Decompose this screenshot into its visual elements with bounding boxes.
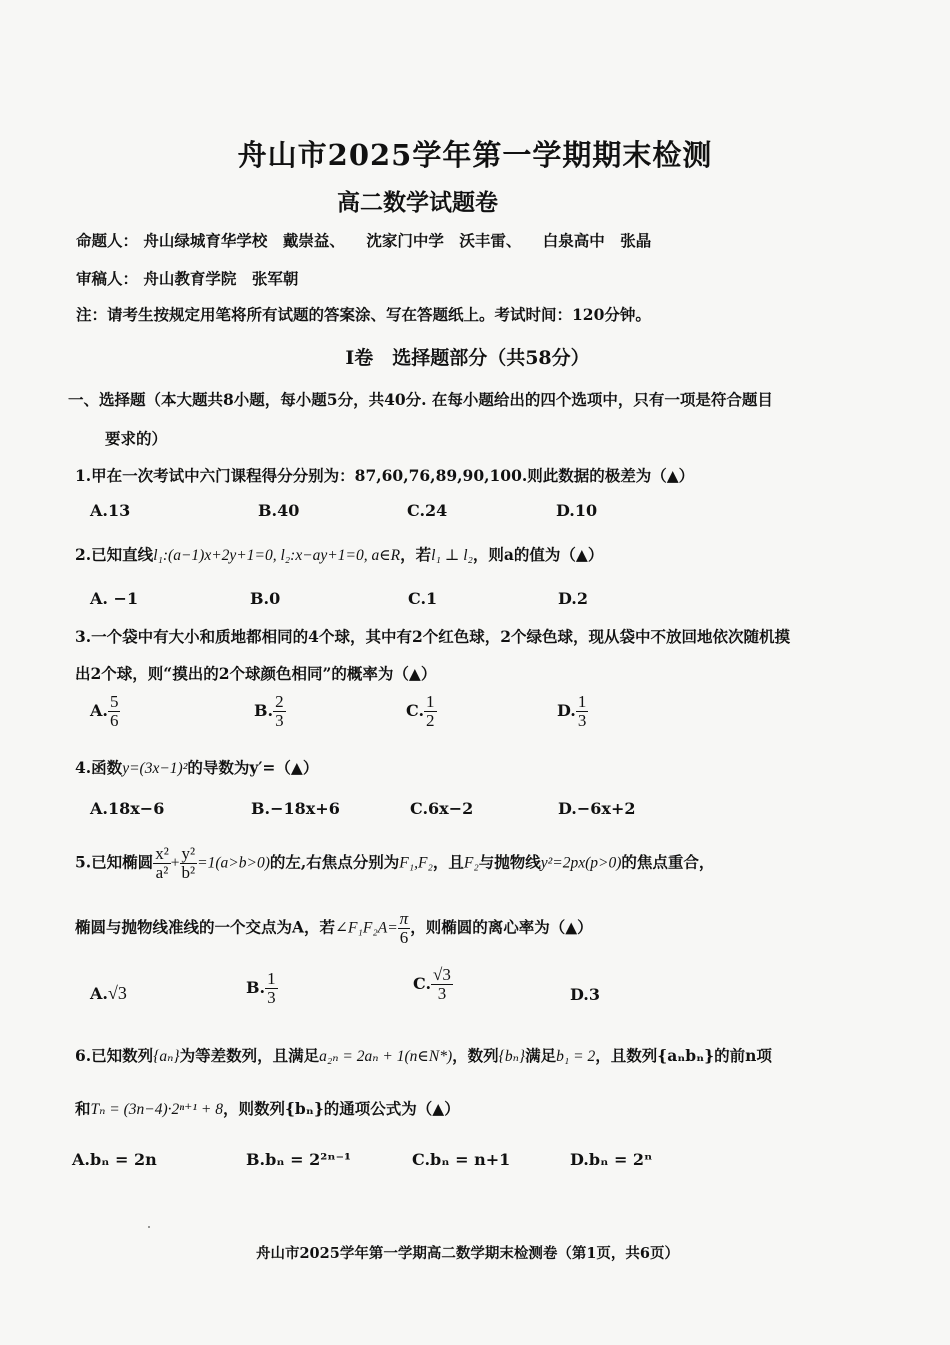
q5-mid1: 的左,右焦点分别为 — [269, 852, 400, 872]
q5-line2-prefix: 椭圆与抛物线准线的一个交点为A，若 — [75, 917, 336, 937]
fraction-numerator: 1 — [267, 969, 276, 988]
fraction-numerator: 1 — [577, 692, 587, 711]
question-5-stem-cont — [75, 910, 593, 947]
q2-mid: ，若 — [400, 545, 432, 564]
q3-option-d — [557, 693, 588, 730]
q6-mid3: 满足 — [525, 1046, 557, 1065]
section-title: Ⅰ卷 选择题部分（共58分） — [345, 347, 590, 369]
question-1-stem: 1.甲在一次考试中六门课程得分分别为：87,60,76,89,90,100.则此数据的极差为（▲） — [75, 466, 695, 485]
q5-angle: ∠F₁F₂A= — [335, 919, 398, 937]
q3-option-c-label: C. — [406, 700, 425, 720]
q5-line2-suffix: ，则椭圆的离心率为（▲） — [410, 917, 593, 937]
q5-option-c-label: C. — [413, 973, 432, 993]
q5-mid3: 与抛物线 — [478, 852, 541, 872]
q5-foci: F₁,F₂ — [399, 854, 433, 872]
fraction-denominator: 2 — [426, 710, 435, 730]
sequence-a: {aₙ} — [153, 1048, 180, 1065]
q6-option-b: B.bₙ = 2²ⁿ⁻¹ — [246, 1150, 352, 1169]
q6-sum-formula: Tₙ = (3n−4)·2ⁿ⁺¹ + 8 — [90, 1101, 223, 1118]
fraction-numerator: π — [399, 909, 409, 928]
question-3-stem: 3.一个袋中有大小和质地都相同的4个球，其中有2个红色球，2个绿色球，现从袋中不放回地依次随机摸 — [75, 627, 791, 646]
q5-option-b — [246, 970, 278, 1007]
q5-option-a — [90, 983, 127, 1004]
ellipse-x-fraction — [153, 845, 171, 882]
question-6-stem-cont — [75, 1097, 460, 1119]
q5-option-a-label: A. — [90, 984, 108, 1003]
q3-option-c — [406, 693, 437, 730]
question-5-stem: 5.已知椭圆 $\frac{\text{x²}}{\text{a²}}$ + $\frac{\text{y²}}{\text{b²}}$ =1(a>b>0)的左,右焦点分别为F₁,F₂，且F₂与抛物线y²=2px(p>0)的焦点重合， — [75, 844, 715, 882]
q5-option-b-fraction — [265, 970, 278, 1007]
page-footer: 舟山市2025学年第一学期高二数学期末检测卷（第1页，共6页） — [255, 1245, 680, 1262]
q1-option-c: C.24 — [407, 501, 448, 520]
fraction-numerator: √3 — [433, 965, 451, 984]
question-2-stem — [75, 543, 603, 565]
fraction-denominator: b² — [181, 862, 196, 882]
q5-suffix: 的焦点重合， — [621, 852, 715, 872]
fraction-denominator: 3 — [577, 710, 587, 730]
q3-option-c-fraction — [424, 693, 437, 730]
part-title-cont: 要求的） — [105, 429, 168, 448]
fraction-denominator: a² — [155, 862, 169, 882]
fraction-denominator: 6 — [109, 710, 119, 730]
q5-f2: F₂ — [463, 854, 479, 872]
fraction-numerator: 2 — [275, 692, 284, 711]
q4-option-d: D.−6x+2 — [558, 799, 636, 818]
q5-option-a-value: √3 — [107, 983, 127, 1003]
q4-prefix: 4.函数 — [75, 758, 123, 777]
q2-option-a: A. −1 — [90, 589, 139, 608]
q6-mid: 为等差数列，且满足 — [179, 1046, 320, 1065]
question-4-stem — [75, 756, 318, 778]
exam-title: 舟山市2025学年第一学期期末检测 — [237, 138, 713, 172]
q6-mid2: ，数列 — [452, 1046, 499, 1065]
sequence-b: {bₙ} — [498, 1048, 526, 1065]
q3-option-d-fraction — [576, 693, 589, 730]
authors-line — [76, 229, 667, 251]
q4-function: y=(3x−1)² — [122, 760, 188, 777]
fraction-denominator: 3 — [267, 987, 276, 1007]
q1-option-a: A.13 — [90, 501, 131, 520]
q3-option-b-label: B. — [254, 700, 274, 720]
fraction-numerator: 5 — [109, 692, 119, 711]
fraction-numerator: 1 — [426, 692, 435, 711]
fraction-denominator: 3 — [437, 983, 447, 1003]
q4-option-b: B.−18x+6 — [251, 799, 340, 818]
q1-option-d: D.10 — [556, 501, 598, 520]
q5-prefix: 5.已知椭圆 — [75, 852, 154, 872]
q1-option-b: B.40 — [258, 501, 300, 520]
author-2: 沈家门中学 沃丰雷、 — [366, 231, 522, 250]
q3-option-b — [254, 693, 286, 730]
q3-option-d-label: D. — [557, 700, 576, 720]
q2-prefix: 2.已知直线 — [75, 545, 154, 564]
q6-option-a: A.bₙ = 2n — [72, 1150, 157, 1169]
q6-option-c: C.bₙ = n+1 — [412, 1150, 511, 1169]
q5-option-c-fraction — [431, 966, 453, 1003]
q6-condition: a₂ₙ = 2aₙ + 1(n∈N*) — [319, 1048, 453, 1065]
question-3-stem-cont: 出2个球，则“摸出的2个球颜色相同”的概率为（▲） — [75, 664, 437, 683]
q6-option-d: D.bₙ = 2ⁿ — [570, 1150, 653, 1169]
ellipse-condition: =1(a>b>0) — [197, 854, 270, 872]
q2-option-b: B.0 — [250, 589, 281, 608]
parabola-equation: y²=2px(p>0) — [540, 854, 622, 872]
scan-speck — [148, 1226, 150, 1228]
q6-suffix: ，且数列{aₙbₙ}的前n项 — [595, 1046, 772, 1065]
q5-option-b-label: B. — [246, 977, 266, 997]
q5-option-c — [413, 966, 453, 1003]
q3-option-b-fraction — [273, 693, 286, 730]
q2-suffix: ，则a的值为（▲） — [472, 545, 604, 564]
ellipse-y-fraction — [180, 845, 198, 882]
q6-line2-prefix: 和 — [75, 1099, 91, 1118]
exam-note: 注：请考生按规定用笔将所有试题的答案涂、写在答题纸上。考试时间：120分钟。 — [76, 305, 651, 324]
q4-option-c: C.6x−2 — [410, 799, 474, 818]
q2-lines-math: l₁:(a−1)x+2y+1=0, l₂:x−ay+1=0, a∈R — [153, 547, 401, 564]
part-title: 一、选择题（本大题共8小题，每小题5分，共40分. 在每小题给出的四个选项中，只有一项是符合题目 — [68, 390, 773, 409]
q5-option-d: D.3 — [570, 985, 601, 1004]
q6-b1: b₁ = 2 — [556, 1048, 596, 1065]
angle-fraction — [398, 910, 411, 947]
author-1: 舟山绿城育华学校 戴崇益、 — [143, 231, 345, 250]
reviewer-label: 审稿人： — [76, 269, 139, 288]
author-3: 白泉高中 张晶 — [542, 231, 652, 250]
q2-option-d: D.2 — [558, 589, 589, 608]
question-6-stem — [75, 1044, 772, 1066]
authors-label: 命题人： — [76, 231, 139, 250]
q3-option-a-label: A. — [90, 700, 108, 720]
q2-condition: l₁ ⊥ l₂ — [431, 547, 473, 564]
q3-option-a-fraction — [108, 693, 121, 730]
fraction-numerator: x² — [155, 844, 169, 863]
q6-line2-suffix: ，则数列{bₙ}的通项公式为（▲） — [222, 1099, 460, 1118]
q3-option-a — [90, 693, 120, 730]
reviewer-line — [76, 267, 314, 289]
q4-suffix: 的导数为y′=（▲） — [187, 758, 319, 777]
q4-option-a: A.18x−6 — [90, 799, 165, 818]
fraction-denominator: 6 — [399, 927, 409, 947]
q2-option-c: C.1 — [408, 589, 438, 608]
fraction-numerator: y² — [181, 844, 196, 863]
q5-mid2: ，且 — [432, 852, 464, 872]
fraction-denominator: 3 — [275, 710, 284, 730]
reviewer-value: 舟山教育学院 张军朝 — [143, 269, 299, 288]
q6-prefix: 6.已知数列 — [75, 1046, 154, 1065]
exam-subtitle: 高二数学试题卷 — [337, 189, 498, 216]
